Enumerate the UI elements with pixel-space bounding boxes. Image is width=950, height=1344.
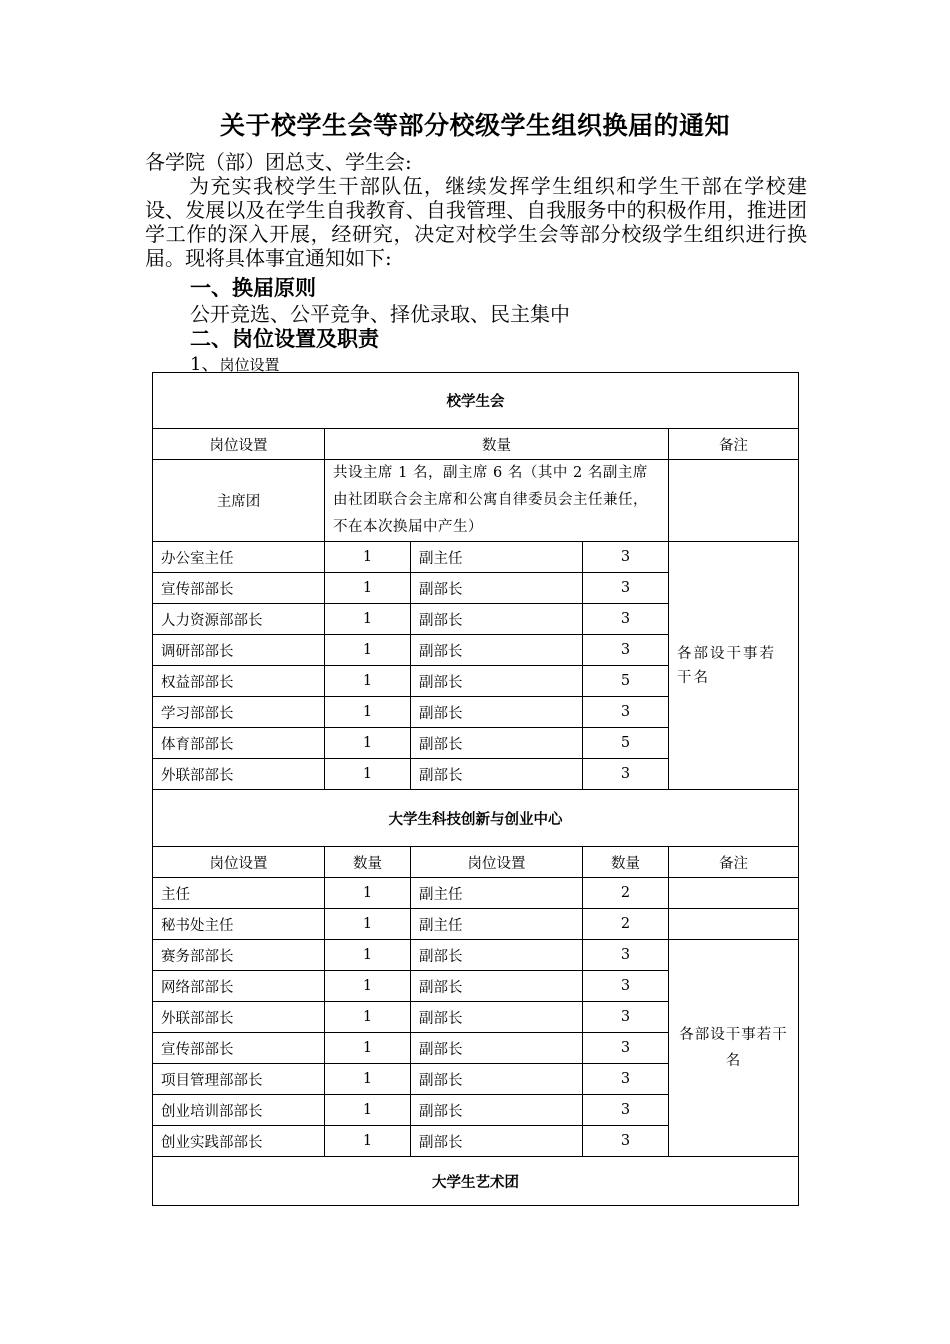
deputy-cell: 副部长 — [411, 728, 583, 759]
deputy-cell: 副部长 — [411, 635, 583, 666]
deputy-cell: 副部长 — [411, 1064, 583, 1095]
presidium-label: 主席团 — [153, 460, 325, 542]
presidium-row — [153, 460, 799, 542]
deputy-count-cell: 3 — [583, 697, 669, 728]
count-cell: 1 — [325, 728, 411, 759]
position-cell: 创业培训部部长 — [153, 1095, 325, 1126]
deputy-cell: 副部长 — [411, 1002, 583, 1033]
deputy-cell: 副部长 — [411, 759, 583, 790]
position-cell: 办公室主任 — [153, 542, 325, 573]
section-1-text: 公开竞选、公平竞争、择优录取、民主集中 — [190, 302, 570, 326]
count-cell: 1 — [325, 604, 411, 635]
position-cell: 宣传部部长 — [153, 1033, 325, 1064]
position-cell: 项目管理部部长 — [153, 1064, 325, 1095]
position-cell: 权益部部长 — [153, 666, 325, 697]
deputy-count-cell: 3 — [583, 940, 669, 971]
deputy-count-cell: 3 — [583, 1033, 669, 1064]
table-row — [153, 940, 799, 971]
header-remark: 备注 — [669, 847, 799, 878]
deputy-cell: 副部长 — [411, 971, 583, 1002]
header-count: 数量 — [325, 847, 411, 878]
section-row-art-troupe — [153, 1157, 799, 1206]
deputy-cell: 副主任 — [411, 878, 583, 909]
deputy-count-cell: 3 — [583, 1095, 669, 1126]
document-title: 关于校学生会等部分校级学生组织换届的通知 — [219, 111, 730, 140]
deputy-count-cell: 3 — [583, 1002, 669, 1033]
deputy-count-cell: 5 — [583, 728, 669, 759]
count-cell: 1 — [325, 878, 411, 909]
subsection-1-title: 岗位设置 — [219, 356, 280, 374]
subsection-1-number: 1、 — [190, 354, 220, 375]
position-cell: 人力资源部部长 — [153, 604, 325, 635]
deputy-cell: 副部长 — [411, 1033, 583, 1064]
deputy-count-cell: 3 — [583, 573, 669, 604]
presidium-description: 共设主席 1 名，副主席 6 名（其中 2 名副主席由社团联合会主席和公寓自律委员会主任兼任，不在本次换届中产生） — [325, 460, 669, 542]
count-cell: 1 — [325, 635, 411, 666]
deputy-cell: 副部长 — [411, 697, 583, 728]
header-position: 岗位设置 — [153, 847, 325, 878]
deputy-count-cell: 5 — [583, 666, 669, 697]
deputy-cell: 副部长 — [411, 1126, 583, 1157]
deputy-count-cell: 2 — [583, 909, 669, 940]
section-1-heading: 一、换届原则 — [190, 275, 316, 300]
deputy-count-cell: 3 — [583, 1126, 669, 1157]
remark-cell-empty — [669, 878, 799, 909]
deputy-count-cell: 3 — [583, 635, 669, 666]
table-row — [153, 878, 799, 909]
section-title-student-union: 校学生会 — [153, 373, 799, 429]
header-count: 数量 — [325, 429, 669, 460]
section-row-student-union — [153, 373, 799, 429]
deputy-cell: 副部长 — [411, 666, 583, 697]
table-row — [153, 909, 799, 940]
position-cell: 网络部部长 — [153, 971, 325, 1002]
deputy-count-cell: 3 — [583, 971, 669, 1002]
section-2-heading: 二、岗位设置及职责 — [190, 326, 379, 351]
header-count-2: 数量 — [583, 847, 669, 878]
remark-cell-empty — [669, 909, 799, 940]
count-cell: 1 — [325, 1095, 411, 1126]
deputy-cell: 副部长 — [411, 573, 583, 604]
count-cell: 1 — [325, 971, 411, 1002]
position-cell: 主任 — [153, 878, 325, 909]
header-position-2: 岗位设置 — [411, 847, 583, 878]
section-row-innovation-center — [153, 790, 799, 847]
section-title-innovation-center: 大学生科技创新与创业中心 — [153, 790, 799, 847]
position-cell: 宣传部部长 — [153, 573, 325, 604]
position-cell: 学习部部长 — [153, 697, 325, 728]
count-cell: 1 — [325, 573, 411, 604]
position-cell: 秘书处主任 — [153, 909, 325, 940]
deputy-cell: 副部长 — [411, 1095, 583, 1126]
remark-cell-innovation-center: 各部设干事若干名 — [669, 940, 799, 1157]
position-cell: 体育部部长 — [153, 728, 325, 759]
deputy-count-cell: 3 — [583, 604, 669, 635]
position-cell: 调研部部长 — [153, 635, 325, 666]
section-title-art-troupe: 大学生艺术团 — [153, 1157, 799, 1206]
count-cell: 1 — [325, 940, 411, 971]
presidium-remark — [669, 460, 799, 542]
count-cell: 1 — [325, 759, 411, 790]
deputy-cell: 副部长 — [411, 604, 583, 635]
count-cell: 1 — [325, 909, 411, 940]
addressee: 各学院（部）团总支、学生会: — [145, 150, 412, 174]
deputy-count-cell: 3 — [583, 542, 669, 573]
header-row-student-union — [153, 429, 799, 460]
count-cell: 1 — [325, 1126, 411, 1157]
header-position: 岗位设置 — [153, 429, 325, 460]
position-cell: 外联部部长 — [153, 759, 325, 790]
deputy-count-cell: 3 — [583, 1064, 669, 1095]
count-cell: 1 — [325, 666, 411, 697]
deputy-count-cell: 3 — [583, 759, 669, 790]
count-cell: 1 — [325, 1064, 411, 1095]
body-paragraph: 为充实我校学生干部队伍，继续发挥学生组织和学生干部在学校建设、发展以及在学生自我教育、自我管理、自我服务中的积极作用，推进团学工作的深入开展，经研究，决定对校学生会等部分校级学生组织进行换届。现将具体事宜通知如下: — [145, 174, 807, 270]
remark-cell-student-union: 各部设干事若干名 — [669, 542, 799, 790]
position-cell: 赛务部部长 — [153, 940, 325, 971]
count-cell: 1 — [325, 1002, 411, 1033]
count-cell: 1 — [325, 1033, 411, 1064]
deputy-cell: 副主任 — [411, 909, 583, 940]
deputy-cell: 副部长 — [411, 940, 583, 971]
table-row — [153, 542, 799, 573]
count-cell: 1 — [325, 542, 411, 573]
positions-table — [152, 372, 799, 1206]
header-remark: 备注 — [669, 429, 799, 460]
position-cell: 创业实践部部长 — [153, 1126, 325, 1157]
count-cell: 1 — [325, 697, 411, 728]
position-cell: 外联部部长 — [153, 1002, 325, 1033]
deputy-cell: 副主任 — [411, 542, 583, 573]
deputy-count-cell: 2 — [583, 878, 669, 909]
header-row-innovation-center — [153, 847, 799, 878]
